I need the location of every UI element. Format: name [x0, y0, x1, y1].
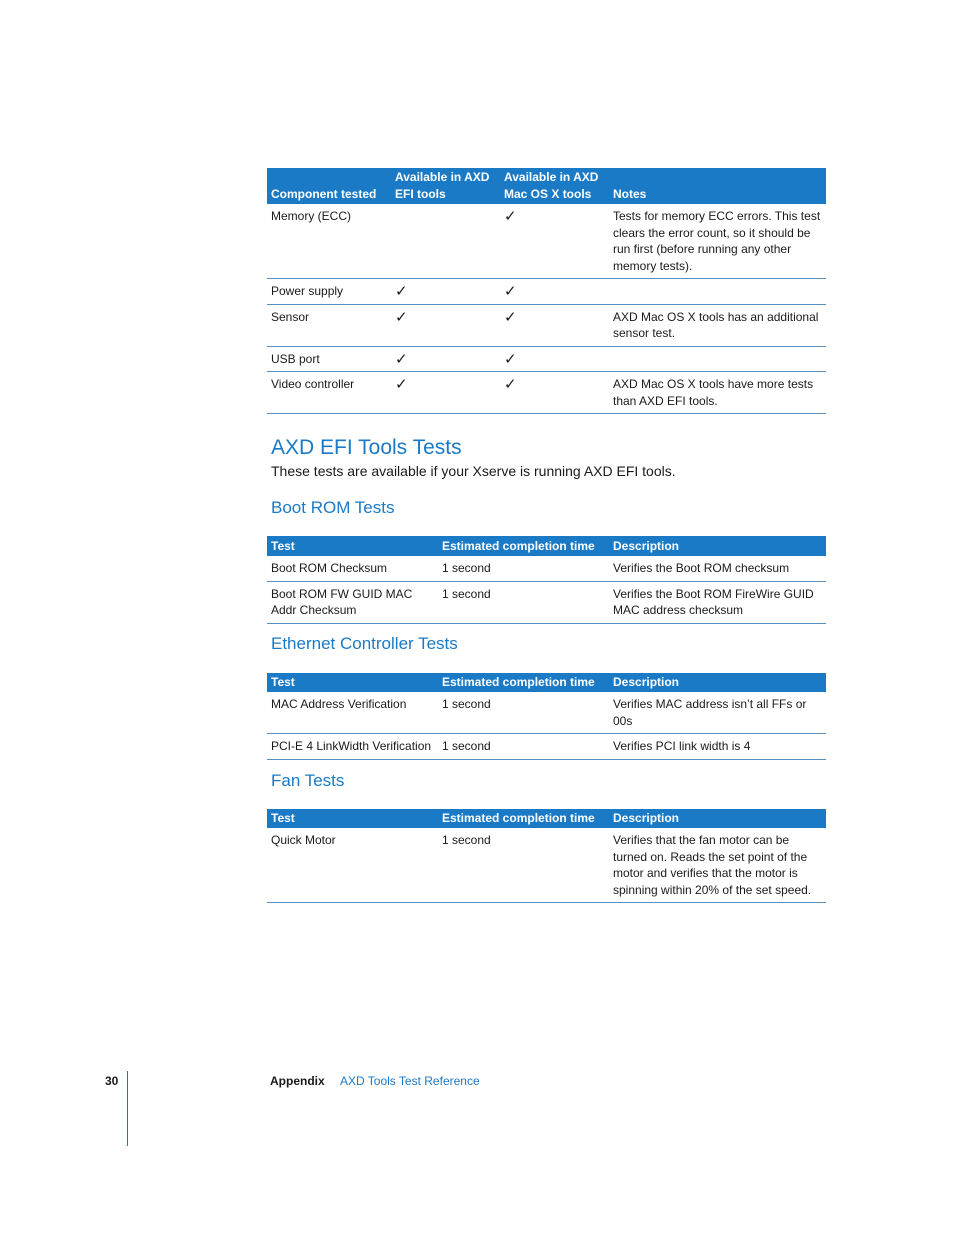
- header-test: Test: [267, 673, 438, 692]
- cell-time: 1 second: [438, 556, 609, 581]
- cell-test: Boot ROM FW GUID MAC Addr Checksum: [267, 581, 438, 623]
- table-row: [267, 828, 826, 903]
- table-header-row: [267, 168, 826, 204]
- table-row: [267, 734, 826, 760]
- footer-chapter: AXD Tools Test Reference: [340, 1074, 480, 1088]
- cell-efi-check: ✓: [391, 372, 500, 414]
- header-time: Estimated completion time: [438, 536, 609, 556]
- cell-component: Sensor: [267, 304, 391, 346]
- cell-macos-check: ✓: [500, 279, 609, 305]
- header-description: Description: [609, 536, 826, 556]
- table-row: [267, 556, 826, 581]
- header-description: Description: [609, 673, 826, 692]
- cell-notes: [609, 279, 826, 305]
- header-component-tested: Component tested: [267, 168, 391, 204]
- cell-notes: AXD Mac OS X tools have more tests than AXD EFI tools.: [609, 372, 826, 414]
- cell-time: 1 second: [438, 828, 609, 903]
- cell-component: Memory (ECC): [267, 204, 391, 279]
- table-row: [267, 692, 826, 734]
- ethernet-title: Ethernet Controller Tests: [271, 634, 458, 653]
- cell-macos-check: ✓: [500, 304, 609, 346]
- cell-time: 1 second: [438, 581, 609, 623]
- cell-macos-check: ✓: [500, 346, 609, 372]
- table-header-row: [267, 809, 826, 828]
- header-test: Test: [267, 809, 438, 828]
- cell-time: 1 second: [438, 692, 609, 734]
- header-available-macos: Available in AXD Mac OS X tools: [500, 168, 609, 204]
- cell-component: Power supply: [267, 279, 391, 305]
- cell-test: PCI-E 4 LinkWidth Verification: [267, 734, 438, 760]
- table-row: [267, 304, 826, 346]
- component-availability-table: [267, 168, 826, 414]
- cell-macos-check: ✓: [500, 372, 609, 414]
- ethernet-table: [267, 673, 826, 760]
- cell-description: Verifies MAC address isn’t all FFs or 00s: [609, 692, 826, 734]
- boot-rom-table: [267, 536, 826, 624]
- section-title: AXD EFI Tools Tests: [271, 436, 462, 459]
- cell-notes: AXD Mac OS X tools has an additional sensor test.: [609, 304, 826, 346]
- cell-macos-check: ✓: [500, 204, 609, 279]
- page-number: 30: [105, 1074, 119, 1088]
- header-notes: Notes: [609, 168, 826, 204]
- section-intro: These tests are available if your Xserve is running AXD EFI tools.: [271, 463, 676, 479]
- table-header-row: [267, 536, 826, 556]
- cell-description: Verifies PCI link width is 4: [609, 734, 826, 760]
- cell-efi-check: ✓: [391, 279, 500, 305]
- table-header-row: [267, 673, 826, 692]
- cell-test: Quick Motor: [267, 828, 438, 903]
- cell-description: Verifies the Boot ROM FireWire GUID MAC address checksum: [609, 581, 826, 623]
- table-row: [267, 279, 826, 305]
- table-row: [267, 372, 826, 414]
- table-row: [267, 581, 826, 623]
- cell-efi-check: [391, 204, 500, 279]
- header-available-efi: Available in AXD EFI tools: [391, 168, 500, 204]
- cell-time: 1 second: [438, 734, 609, 760]
- fan-table: [267, 809, 826, 903]
- cell-component: Video controller: [267, 372, 391, 414]
- footer-label: Appendix: [270, 1074, 325, 1088]
- table-row: [267, 346, 826, 372]
- footer-divider: [127, 1071, 128, 1146]
- cell-test: MAC Address Verification: [267, 692, 438, 734]
- header-test: Test: [267, 536, 438, 556]
- header-time: Estimated completion time: [438, 673, 609, 692]
- cell-notes: Tests for memory ECC errors. This test clears the error count, so it should be run first (before running any other memory tests).: [609, 204, 826, 279]
- table-row: [267, 204, 826, 279]
- cell-description: Verifies the Boot ROM checksum: [609, 556, 826, 581]
- cell-test: Boot ROM Checksum: [267, 556, 438, 581]
- fan-title: Fan Tests: [271, 771, 345, 790]
- header-time: Estimated completion time: [438, 809, 609, 828]
- cell-efi-check: ✓: [391, 304, 500, 346]
- boot-rom-title: Boot ROM Tests: [271, 498, 395, 517]
- cell-description: Verifies that the fan motor can be turned on. Reads the set point of the motor and verifies that the motor is spinning within 20% of the set speed.: [609, 828, 826, 903]
- header-description: Description: [609, 809, 826, 828]
- cell-component: USB port: [267, 346, 391, 372]
- cell-efi-check: ✓: [391, 346, 500, 372]
- cell-notes: [609, 346, 826, 372]
